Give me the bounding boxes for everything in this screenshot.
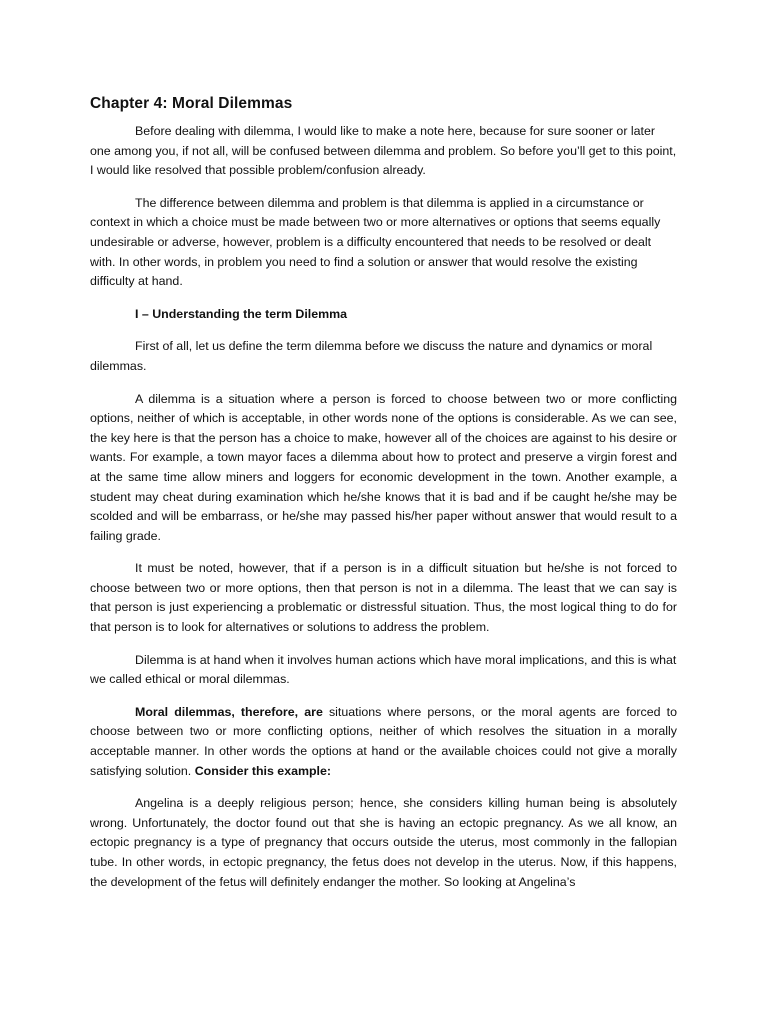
paragraph-moral-implications: Dilemma is at hand when it involves human actions which have moral implications, and this is what we called ethical or moral dilemmas. bbox=[90, 652, 677, 687]
paragraph-difference: The difference between dilemma and problem is that dilemma is applied in a circumstance or context in which a choice must be made between two or more alternatives or options that seems equally undesirable or adverse, however, problem is a difficulty encountered that needs to be resolved or dealt with. In other words, in problem you need to find a solution or answer that would resolve the existing difficulty at hand. bbox=[90, 195, 661, 289]
moral-dilemmas-bold-lead: Moral dilemmas, therefore, are bbox=[135, 704, 323, 719]
section-heading-understanding-dilemma: I – Understanding the term Dilemma bbox=[135, 306, 348, 321]
moral-dilemmas-body: situations where persons, or the moral agents are forced to choose between two or more conflicting options, neither of which resolves the situation in a morally acceptable manner. In other words the options at hand or the available choices could not give a morally satisfying solution. bbox=[90, 704, 677, 778]
consider-example-bold: Consider this example: bbox=[194, 763, 332, 778]
paragraph-angelina-example: Angelina is a deeply religious person; hence, she considers killing human being is absolutely wrong. Unfortunately, the doctor found out that she is having an ectopic pregnancy. As we all know, an ectopic pregnancy is a type of pregnancy that occurs outside the uterus, most commonly in the fallopian tube. In other words, in ectopic pregnancy, the fetus does not develop in the uterus. Now, if this happens, the development of the fetus will definitely endanger the mother. So looking at Angelina’s bbox=[90, 796, 677, 889]
paragraph-not-a-dilemma: It must be noted, however, that if a person is in a difficult situation but he/she is not forced to choose between two or more options, then that person is not in a dilemma. The least that we can say is that person is just experiencing a problematic or distressful situation. Thus, the most logical thing to do for that person is to look for alternatives or solutions to address the problem. bbox=[90, 561, 677, 635]
paragraph-define-dilemma: First of all, let us define the term dilemma before we discuss the nature and dynamics or moral dilemmas. bbox=[90, 339, 653, 373]
paragraph-intro: Before dealing with dilemma, I would like to make a note here, because for sure sooner or later one among you, if not all, will be confused between dilemma and problem. So before you’ll get to this point, I would like resolved that possible problem/confusion already. bbox=[90, 124, 677, 178]
paragraph-moral-dilemmas bbox=[90, 703, 677, 781]
chapter-title: Chapter 4: Moral Dilemmas bbox=[90, 95, 293, 112]
document-body bbox=[90, 92, 677, 905]
paragraph-dilemma-definition: A dilemma is a situation where a person is forced to choose between two or more conflicting options, neither of which is acceptable, in other words none of the options is considerable. As we can see, the key here is that the person has a choice to make, however all of the choices are against to his desire or wants. For example, a town mayor faces a dilemma about how to protect and preserve a virgin forest and at the same time allow miners and loggers for economic development in the town. Another example, a student may cheat during examination which he/she knows that it is bad and if be caught he/she may be scolded and will be embarrass, or he/she may passed his/her paper without answer that would result to a failing grade. bbox=[90, 391, 677, 543]
